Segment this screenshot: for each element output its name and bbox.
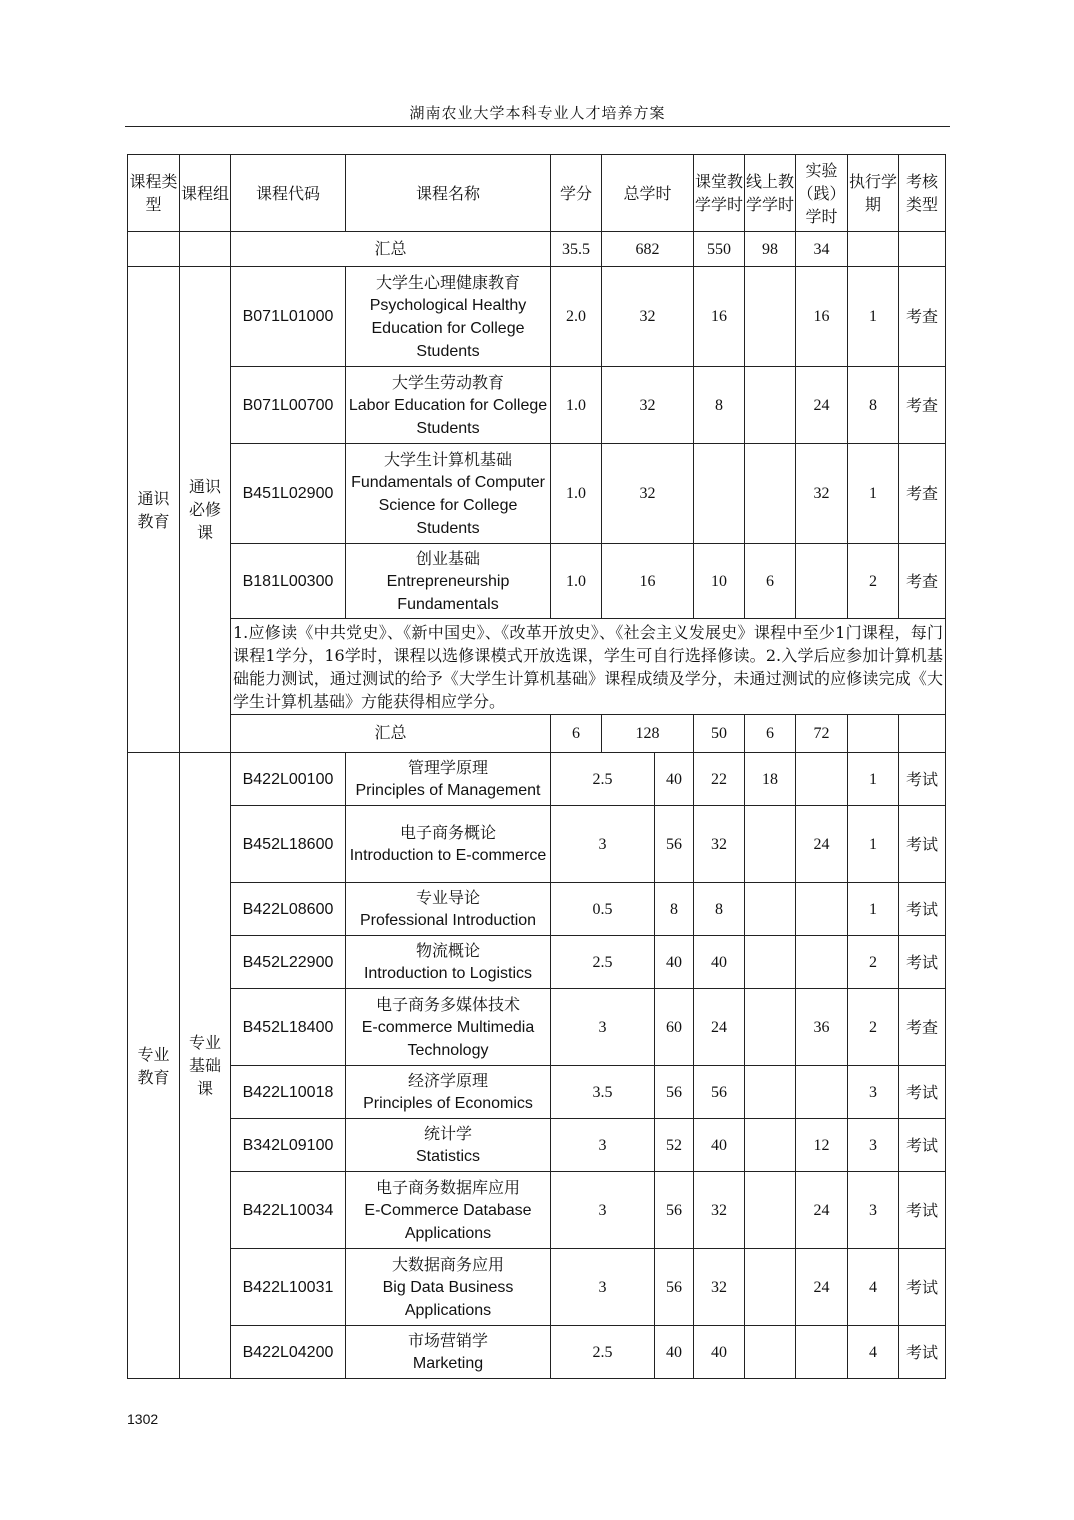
assessment-cell: 考试 xyxy=(899,936,946,989)
table-row xyxy=(128,1249,946,1326)
summary-class: 50 xyxy=(694,715,745,753)
semester-cell: 3 xyxy=(848,1172,899,1249)
table-body xyxy=(128,232,946,1379)
assessment-cell: 考查 xyxy=(899,367,946,444)
course-name-en: Introduction to E-commerce xyxy=(349,847,547,864)
course-name-en: Professional Introduction xyxy=(359,912,537,929)
credits-cell: 3 xyxy=(551,806,655,883)
summary-total: 682 xyxy=(602,232,694,267)
course-name-cell xyxy=(346,753,551,806)
lab-hours-cell xyxy=(796,883,848,936)
course-code: B452L18400 xyxy=(231,989,346,1066)
course-name-cn: 专业导论 xyxy=(415,888,480,907)
course-name-cn: 物流概论 xyxy=(415,941,480,960)
total-hours-cell: 56 xyxy=(655,1172,694,1249)
credits-cell: 3 xyxy=(551,1172,655,1249)
course-name-en: Psychological Healthy Education for College Students xyxy=(369,296,527,360)
course-name-cell xyxy=(346,989,551,1066)
credits-cell: 3 xyxy=(551,1119,655,1172)
empty-cell xyxy=(128,232,180,267)
class-hours-cell: 32 xyxy=(694,806,745,883)
course-code: B422L10034 xyxy=(231,1172,346,1249)
course-code: B452L22900 xyxy=(231,936,346,989)
assessment-cell: 考试 xyxy=(899,1172,946,1249)
header-total-hours: 总学时 xyxy=(602,155,694,232)
assessment-cell: 考查 xyxy=(899,544,946,619)
course-table xyxy=(127,154,946,1379)
table-row xyxy=(128,883,946,936)
semester-cell: 8 xyxy=(848,367,899,444)
class-hours-cell: 8 xyxy=(694,883,745,936)
assessment-cell: 考试 xyxy=(899,1066,946,1119)
course-name-cell xyxy=(346,1066,551,1119)
course-name-en: Entrepreneurship Fundamentals xyxy=(386,572,510,613)
credits-cell: 0.5 xyxy=(551,883,655,936)
header-lab-hours: 实验（践）学时 xyxy=(796,155,848,232)
course-name-en: Principles of Economics xyxy=(363,1095,533,1112)
class-hours-cell: 56 xyxy=(694,1066,745,1119)
course-name-cell xyxy=(346,367,551,444)
page-header: 湖南农业大学本科专业人才培养方案 xyxy=(125,102,950,127)
header-code: 课程代码 xyxy=(231,155,346,232)
total-hours-cell: 16 xyxy=(602,544,694,619)
class-hours-cell: 32 xyxy=(694,1172,745,1249)
total-hours-cell: 32 xyxy=(602,367,694,444)
course-name-cn: 大学生心理健康教育 xyxy=(375,272,520,292)
online-hours-cell xyxy=(745,267,796,367)
course-name-cn: 电子商务数据库应用 xyxy=(375,1177,520,1197)
course-type-cell-text: 通识教育 xyxy=(137,488,170,531)
semester-cell: 2 xyxy=(848,989,899,1066)
summary-label: 汇总 xyxy=(231,232,551,267)
online-hours-cell xyxy=(745,1249,796,1326)
online-hours-cell xyxy=(745,1066,796,1119)
credits-cell: 1.0 xyxy=(551,444,602,544)
lab-hours-cell: 24 xyxy=(796,1172,848,1249)
summary-credits: 6 xyxy=(551,715,602,753)
course-name-en: Statistics xyxy=(415,1148,480,1165)
total-hours-cell: 56 xyxy=(655,1249,694,1326)
header-credits: 学分 xyxy=(551,155,602,232)
class-hours-cell: 10 xyxy=(694,544,745,619)
credits-cell: 2.5 xyxy=(551,936,655,989)
table-row xyxy=(128,367,946,444)
course-code: B422L08600 xyxy=(231,883,346,936)
table-row xyxy=(128,267,946,367)
course-type-cell xyxy=(128,267,180,753)
header-assessment: 考核类型 xyxy=(899,155,946,232)
table-row xyxy=(128,989,946,1066)
class-hours-cell: 32 xyxy=(694,1249,745,1326)
assessment-cell: 考查 xyxy=(899,989,946,1066)
credits-cell: 2.5 xyxy=(551,1326,655,1379)
assessment-cell: 考试 xyxy=(899,806,946,883)
semester-cell: 4 xyxy=(848,1249,899,1326)
page-number: 1302 xyxy=(127,1411,159,1427)
course-type-cell xyxy=(128,753,180,1379)
course-group-cell xyxy=(180,267,231,753)
lab-hours-cell xyxy=(796,544,848,619)
credits-cell: 3 xyxy=(551,1249,655,1326)
class-hours-cell: 8 xyxy=(694,367,745,444)
semester-cell: 2 xyxy=(848,936,899,989)
course-name-cell xyxy=(346,1249,551,1326)
semester-cell: 1 xyxy=(848,806,899,883)
lab-hours-cell xyxy=(796,753,848,806)
assessment-cell: 考试 xyxy=(899,1326,946,1379)
course-code: B071L01000 xyxy=(231,267,346,367)
semester-cell: 4 xyxy=(848,1326,899,1379)
total-hours-cell: 32 xyxy=(602,267,694,367)
credits-cell: 2.0 xyxy=(551,267,602,367)
course-name-cn: 统计学 xyxy=(423,1124,472,1143)
lab-hours-cell: 24 xyxy=(796,1249,848,1326)
table-row xyxy=(128,1119,946,1172)
total-hours-cell: 40 xyxy=(655,753,694,806)
total-hours-cell: 8 xyxy=(655,883,694,936)
online-hours-cell xyxy=(745,367,796,444)
online-hours-cell: 18 xyxy=(745,753,796,806)
course-code: B451L02900 xyxy=(231,444,346,544)
online-hours-cell xyxy=(745,1172,796,1249)
course-name-en: Principles of Management xyxy=(355,782,541,799)
total-hours-cell: 40 xyxy=(655,936,694,989)
course-name-cell xyxy=(346,806,551,883)
course-name-cn: 大数据商务应用 xyxy=(391,1254,504,1274)
class-hours-cell: 24 xyxy=(694,989,745,1066)
semester-cell: 1 xyxy=(848,267,899,367)
online-hours-cell xyxy=(745,989,796,1066)
table-row xyxy=(128,544,946,619)
total-hours-cell: 40 xyxy=(655,1326,694,1379)
summary-lab: 34 xyxy=(796,232,848,267)
class-hours-cell xyxy=(694,444,745,544)
online-hours-cell xyxy=(745,806,796,883)
summary-label: 汇总 xyxy=(231,715,551,753)
online-hours-cell xyxy=(745,444,796,544)
credits-cell: 2.5 xyxy=(551,753,655,806)
total-hours-cell: 60 xyxy=(655,989,694,1066)
note-row xyxy=(128,619,946,715)
table-row xyxy=(128,1172,946,1249)
semester-cell: 1 xyxy=(848,444,899,544)
semester-cell: 3 xyxy=(848,1119,899,1172)
course-name-cell xyxy=(346,936,551,989)
header-online-hours: 线上教学学时 xyxy=(745,155,796,232)
course-name-en: Marketing xyxy=(412,1355,484,1372)
course-type-cell-text: 专业教育 xyxy=(137,1044,170,1087)
table-row xyxy=(128,1326,946,1379)
assessment-cell: 考查 xyxy=(899,267,946,367)
course-name-en: Big Data Business Applications xyxy=(382,1278,514,1319)
course-code: B422L00100 xyxy=(231,753,346,806)
lab-hours-cell: 32 xyxy=(796,444,848,544)
table-row xyxy=(128,806,946,883)
header-name: 课程名称 xyxy=(346,155,551,232)
table-row xyxy=(128,444,946,544)
course-name-cn: 大学生劳动教育 xyxy=(391,372,504,392)
summary-credits: 35.5 xyxy=(551,232,602,267)
summary-online: 98 xyxy=(745,232,796,267)
course-name-cell xyxy=(346,883,551,936)
course-code: B422L10018 xyxy=(231,1066,346,1119)
course-name-cn: 经济学原理 xyxy=(407,1071,488,1090)
summary-class: 550 xyxy=(694,232,745,267)
course-name-cn: 管理学原理 xyxy=(407,758,488,777)
assessment-cell: 考试 xyxy=(899,1249,946,1326)
class-hours-cell: 40 xyxy=(694,1119,745,1172)
course-name-cn: 市场营销学 xyxy=(407,1331,488,1350)
lab-hours-cell: 36 xyxy=(796,989,848,1066)
course-group-cell-text: 通识必修课 xyxy=(188,477,221,542)
class-hours-cell: 40 xyxy=(694,936,745,989)
class-hours-cell: 16 xyxy=(694,267,745,367)
course-name-cell xyxy=(346,1119,551,1172)
credits-cell: 1.0 xyxy=(551,367,602,444)
course-group-cell xyxy=(180,753,231,1379)
course-name-cell xyxy=(346,1326,551,1379)
total-hours-cell: 32 xyxy=(602,444,694,544)
course-name-en: E-commerce Multimedia Technology xyxy=(361,1018,535,1059)
course-name-en: Fundamentals of Computer Science for College Students xyxy=(351,473,545,537)
empty-cell xyxy=(899,232,946,267)
summary-online: 6 xyxy=(745,715,796,753)
course-code: B452L18600 xyxy=(231,806,346,883)
semester-cell: 3 xyxy=(848,1066,899,1119)
course-name-en: E-Commerce Database Applications xyxy=(364,1201,532,1242)
total-hours-cell: 52 xyxy=(655,1119,694,1172)
lab-hours-cell: 24 xyxy=(796,806,848,883)
course-name-en: Introduction to Logistics xyxy=(363,965,533,982)
lab-hours-cell xyxy=(796,1326,848,1379)
assessment-cell: 考试 xyxy=(899,883,946,936)
course-name-en: Labor Education for College Students xyxy=(348,396,548,437)
total-hours-cell: 56 xyxy=(655,1066,694,1119)
course-name-cell xyxy=(346,1172,551,1249)
semester-cell: 1 xyxy=(848,883,899,936)
course-name-cn: 电子商务多媒体技术 xyxy=(375,994,520,1014)
course-name-cn: 大学生计算机基础 xyxy=(383,449,512,469)
course-name-cn: 电子商务概论 xyxy=(399,823,496,842)
header-group: 课程组 xyxy=(180,155,231,232)
credits-cell: 3 xyxy=(551,989,655,1066)
table-row xyxy=(128,1066,946,1119)
online-hours-cell xyxy=(745,936,796,989)
table-row xyxy=(128,753,946,806)
course-code: B071L00700 xyxy=(231,367,346,444)
empty-cell xyxy=(180,232,231,267)
semester-cell: 2 xyxy=(848,544,899,619)
course-code: B422L10031 xyxy=(231,1249,346,1326)
section-note: 1.应修读《中共党史》、《新中国史》、《改革开放史》、《社会主义发展史》课程中至少1门课程，每门课程1学分，16学时，课程以选修课模式开放选课，学生可自行选择修读。2.入学后应参加计算机基础能力测试，通过测试的给予《大学生计算机基础》课程成绩及学分，未通过测试的应修读完成《大学生计算机基础》方能获得相应学分。 xyxy=(231,619,946,715)
summary-lab: 72 xyxy=(796,715,848,753)
semester-cell: 1 xyxy=(848,753,899,806)
class-hours-cell: 22 xyxy=(694,753,745,806)
credits-cell: 1.0 xyxy=(551,544,602,619)
empty-cell xyxy=(848,232,899,267)
header-type: 课程类型 xyxy=(128,155,180,232)
empty-cell xyxy=(848,715,899,753)
table-header-row xyxy=(128,155,946,232)
course-group-cell-text: 专业基础课 xyxy=(188,1033,221,1098)
course-code: B342L09100 xyxy=(231,1119,346,1172)
assessment-cell: 考试 xyxy=(899,1119,946,1172)
course-name-cell xyxy=(346,267,551,367)
summary-total: 128 xyxy=(602,715,694,753)
table-row xyxy=(128,936,946,989)
course-name-cell xyxy=(346,544,551,619)
lab-hours-cell xyxy=(796,936,848,989)
course-name-cell xyxy=(346,444,551,544)
total-hours-cell: 56 xyxy=(655,806,694,883)
assessment-cell: 考试 xyxy=(899,753,946,806)
online-hours-cell xyxy=(745,1326,796,1379)
empty-cell xyxy=(899,715,946,753)
course-name-cn: 创业基础 xyxy=(415,548,480,568)
class-hours-cell: 40 xyxy=(694,1326,745,1379)
course-code: B422L04200 xyxy=(231,1326,346,1379)
lab-hours-cell: 12 xyxy=(796,1119,848,1172)
online-hours-cell xyxy=(745,883,796,936)
online-hours-cell: 6 xyxy=(745,544,796,619)
course-code: B181L00300 xyxy=(231,544,346,619)
assessment-cell: 考查 xyxy=(899,444,946,544)
header-semester: 执行学期 xyxy=(848,155,899,232)
section-summary-row xyxy=(128,715,946,753)
lab-hours-cell: 16 xyxy=(796,267,848,367)
header-class-hours: 课堂教学学时 xyxy=(694,155,745,232)
top-summary-row xyxy=(128,232,946,267)
lab-hours-cell xyxy=(796,1066,848,1119)
credits-cell: 3.5 xyxy=(551,1066,655,1119)
online-hours-cell xyxy=(745,1119,796,1172)
lab-hours-cell: 24 xyxy=(796,367,848,444)
